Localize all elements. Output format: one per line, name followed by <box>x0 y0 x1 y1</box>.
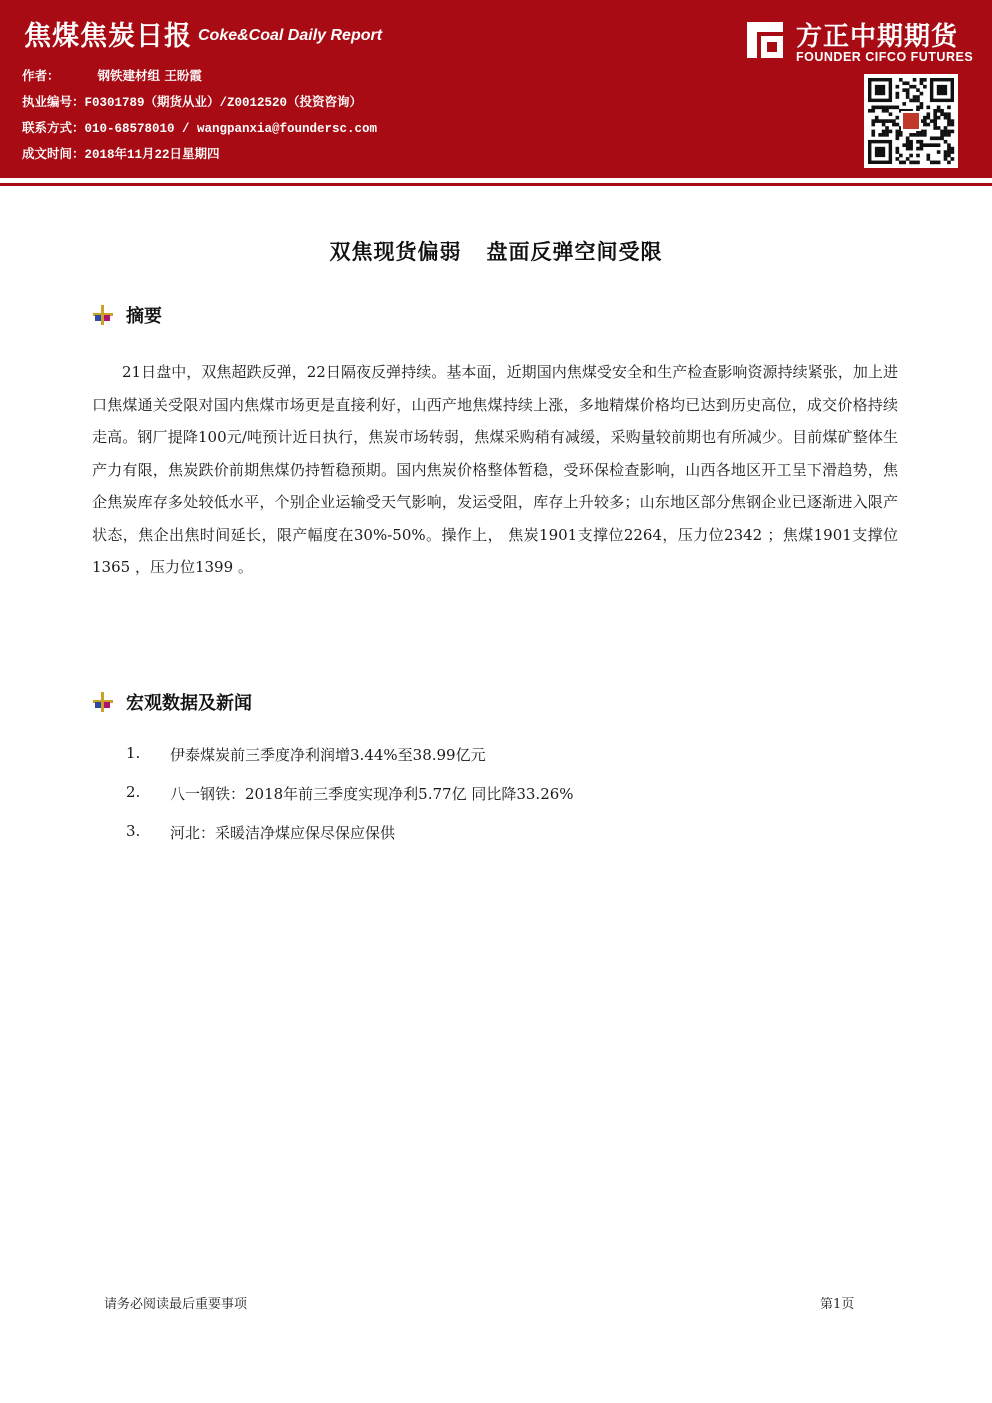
footer-note: 请务必阅读最后重要事项 <box>104 1297 248 1312</box>
date-line <box>22 144 220 162</box>
news-text: 伊泰煤炭前三季度净利润增3.44%至38.99亿元 <box>170 746 486 764</box>
page-number: 第1页 <box>820 1297 855 1312</box>
license-label: 执业编号： <box>22 94 85 109</box>
list-item <box>126 822 886 861</box>
author-line <box>22 66 202 84</box>
author-value: 钢铁建材组 王盼霞 <box>97 68 202 83</box>
summary-heading <box>92 302 162 328</box>
news-number: 3. <box>126 822 141 840</box>
news-text: 河北：采暖洁净煤应保尽保应保供 <box>170 824 396 842</box>
date-value: 2018年11月22日星期四 <box>84 148 220 162</box>
header-divider <box>0 183 992 186</box>
report-subtitle: Coke&Coal Daily Report <box>198 27 383 44</box>
news-list <box>126 744 886 861</box>
news-number: 2. <box>126 783 141 801</box>
list-item <box>126 744 886 783</box>
report-title: 焦煤焦炭日报 <box>24 21 192 52</box>
license-line <box>22 92 362 110</box>
contact-label: 联系方式： <box>22 120 85 135</box>
macro-heading <box>92 689 252 715</box>
summary-paragraph: 21日盘中，双焦超跌反弹，22日隔夜反弹持续。基本面，近期国内焦煤受安全和生产检查影响资源持续紧张，加上进口焦煤通关受限对国内焦煤市场更是直接利好，山西产地焦煤持续上涨，多地精煤价格均已达到历史高位，成交价格持续走高。钢厂提降100元/吨预计近日执行，焦炭市场转弱，焦煤采购稍有减缓，采购量较前期也有所减少。目前煤矿整体生产力有限，焦炭跌价前期焦煤仍持暂稳预期。国内焦炭价格整体暂稳，受环保检查影响，山西各地区开工呈下滑趋势，焦企焦炭库存多处较低水平，个别企业运输受天气影响，发运受阻，库存上升较多；山东地区部分焦钢企业已逐渐进入限产状态，焦企出焦时间延长，限产幅度在30%-50%。操作上， 焦炭1901支撑位2264，压力位2342 ；焦煤1901支撑位1365 ，压力位1399 。 <box>92 363 898 576</box>
founder-logo-icon <box>744 19 786 61</box>
section-bullet-icon <box>92 691 114 713</box>
summary-heading-text: 摘要 <box>126 306 162 327</box>
section-bullet-icon <box>92 304 114 326</box>
logo-en: FOUNDER CIFCO FUTURES <box>796 50 974 64</box>
report-header <box>0 0 992 178</box>
contact-line <box>22 118 377 136</box>
license-value: F0301789（期货从业）/Z0012520（投资咨询） <box>84 96 363 110</box>
contact-value: 010-68578010 / wangpanxia@foundersc.com <box>84 122 378 136</box>
date-label: 成文时间： <box>22 146 85 161</box>
list-item <box>126 783 886 822</box>
qr-code-icon <box>864 74 958 168</box>
news-text: 八一钢铁：2018年前三季度实现净利5.77亿 同比降33.26% <box>170 785 574 803</box>
news-number: 1. <box>126 744 141 762</box>
macro-heading-text: 宏观数据及新闻 <box>126 693 252 714</box>
author-label: 作者： <box>22 68 60 83</box>
document-title: 双焦现货偏弱 盘面反弹空间受限 <box>329 240 663 264</box>
logo-cn: 方正中期期货 <box>796 22 959 52</box>
